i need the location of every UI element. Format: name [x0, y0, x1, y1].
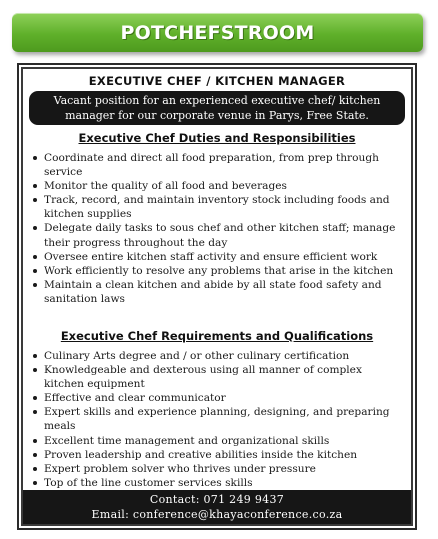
- card-frame: [21, 67, 413, 526]
- contact-phone: Contact: 071 249 9437: [149, 493, 285, 506]
- list-item: Oversee entire kitchen staff activity and ensure efficient work: [31, 250, 405, 264]
- contact-footer: [23, 490, 411, 524]
- contact-email: Email: conference@khayaconference.co.za: [91, 508, 343, 521]
- list-item: Proven leadership and creative abilities inside the kitchen: [31, 448, 405, 462]
- duties-heading: Executive Chef Duties and Responsibilities: [78, 131, 356, 145]
- list-item: Culinary Arts degree and / or other culinary certification: [31, 349, 405, 363]
- vacancy-description: Vacant position for an experienced executive chef/ kitchen manager for our corporate venue in Parys, Free State.: [29, 91, 405, 125]
- location-title: POTCHEFSTROOM: [120, 21, 315, 44]
- list-item: Track, record, and maintain inventory stock including foods and kitchen supplies: [31, 193, 405, 221]
- list-item: Top of the line customer services skills: [31, 476, 405, 490]
- duties-list: [31, 151, 405, 306]
- requirements-heading: Executive Chef Requirements and Qualifications: [60, 329, 374, 343]
- requirements-list: [31, 349, 405, 490]
- job-advert-card: [17, 63, 417, 530]
- list-item: Work efficiently to resolve any problems that arise in the kitchen: [31, 264, 405, 278]
- job-title: EXECUTIVE CHEF / KITCHEN MANAGER: [88, 74, 346, 88]
- list-item: Expert problem solver who thrives under pressure: [31, 462, 405, 476]
- list-item: Monitor the quality of all food and beverages: [31, 179, 405, 193]
- list-item: Delegate daily tasks to sous chef and other kitchen staff; manage their progress throughout the day: [31, 221, 405, 249]
- list-item: Coordinate and direct all food preparation, from prep through service: [31, 151, 405, 179]
- list-item: Expert skills and experience planning, designing, and preparing meals: [31, 405, 405, 433]
- list-item: Excellent time management and organizational skills: [31, 434, 405, 448]
- list-item: Knowledgeable and dexterous using all manner of complex kitchen equipment: [31, 363, 405, 391]
- list-item: Maintain a clean kitchen and abide by all state food safety and sanitation laws: [31, 278, 405, 306]
- location-banner: [12, 13, 423, 52]
- list-item: Effective and clear communicator: [31, 391, 405, 405]
